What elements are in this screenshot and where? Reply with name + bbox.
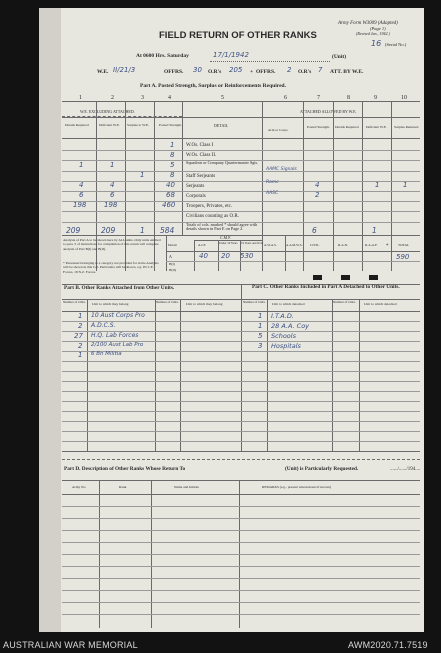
head-deficient-2: Deficient W.E. [366,125,387,129]
head-posted-strength-2: Posted Strength. [307,125,330,129]
blacked-box [369,275,378,280]
attached-allowed: ATTACHED ALLOWED BY W.E. [300,109,357,114]
col-number-3: 3 [141,95,144,101]
row6-posted: 68 [166,191,175,199]
detail-staff-serjeants: Staff Serjeants [186,174,216,179]
row5-arm: Ramc [266,180,279,185]
analysis-row-a: A [169,254,172,259]
row5-c7: 4 [315,181,320,189]
part-d-title-a: Part D. Description of Other Ranks Whose Return To [64,466,186,472]
part-b-u4: 2/100 Aust Lab Pro [91,342,144,348]
offrs2-value: 2 [287,66,292,74]
head-details-required-2: Details Required [335,125,359,129]
part-d-head-name: Name and Initials [174,485,199,489]
part-b-n4: 2 [78,342,83,350]
analysis-head-star: * [386,244,389,249]
serial-label: (Serial No.) [385,42,407,47]
binding-strip [39,8,61,632]
part-d-title-date: ....../....../194.... [390,467,421,472]
part-c-n2: 1 [258,322,263,330]
detail-corporals: Corporals [186,194,206,199]
head-detail: DETAIL [214,123,229,128]
ors-label: O.R's [208,69,222,75]
row7-c2: 198 [104,201,118,209]
head-arm-corps: Arm or Corps. [268,128,289,132]
analysis-head-total: TOTAL [398,243,410,247]
col-number-10: 10 [401,95,407,101]
analysis-note-2: * Personnel belonging to a category not provided for in the Analysis will be shown in this Col. Particulars will be shown, e.g. IN C.E. Forces, 18 N.Z. Forces. [63,261,159,274]
serial-value: 16 [371,39,382,48]
form-id-line1: Army Form W3009 (Adapted) [338,21,398,26]
head-details-required: Details Required [65,123,89,127]
we-label: W.E. [97,69,109,75]
part-b-n3: 27 [74,332,83,340]
ors2-value: 7 [318,66,323,74]
row3-c1: 1 [79,161,84,169]
part-d-head-remarks: REMARKS (e.g., present whereabouts if known) [262,485,332,489]
total-c7: 6 [312,226,317,235]
offrs-value: 30 [193,66,202,74]
row4-arm: AAMC Signals [266,167,297,172]
col-number-9: 9 [374,95,377,101]
analysis-head-awas: A.W.A.S. [264,243,277,247]
totals-label: Totals of cols. marked * should agree with details shown in Part E on Page 2. [186,222,258,232]
part-d-head-army-no: Army No. [72,485,87,489]
head-deficient: Deficient W.E. [99,123,120,127]
analysis-note: Analysis of Part A to be shown here by ALL units. Only units entitled to para. 5 of instructions for compilation of this return will complete analysis of Part B(I) and B(II). [63,238,161,251]
analysis-aif: 40 [199,252,208,260]
analysis-head-aif: A.I.F. [198,243,206,247]
analysis-head-ran: R.A.N. [338,243,349,247]
row1-posted: 1 [170,141,175,149]
blacked-box [341,275,350,280]
cmf-label: C.M.F. [220,235,232,240]
part-c-n3: 5 [258,332,263,340]
unit-label: (Unit) [332,54,347,60]
row6-c7: 2 [315,191,320,199]
offrs-label: OFFRS. [164,69,184,75]
row6-c1: 6 [79,191,84,199]
total-c3: 1 [140,226,145,235]
we-excluding-attached: W.E. EXCLUDING ATTACHED. [80,109,135,114]
head-posted-strength: Posted Strength. [159,123,182,127]
part-c-u2: 28 A.A. Coy [271,322,310,330]
row5-c10: 1 [403,181,408,189]
part-c-n1: 1 [258,312,263,320]
part-c-col-unit: Unit to which detached [272,302,305,306]
row3-posted: 5 [170,161,175,169]
blacked-box [313,275,322,280]
row5-c2: 4 [110,181,115,189]
part-c-u4: Hospitals [271,342,301,350]
footer-institution: AUSTRALIAN WAR MEMORIAL [3,640,138,650]
analysis-head-raaf: R.A.A.F. [365,243,378,247]
analysis-total: 590 [396,253,410,261]
total-c9: 1 [372,226,377,235]
analysis-head-detail: Detail [168,243,177,247]
row6-c2: 6 [110,191,115,199]
part-c-col-number: Number of O.Rs. [243,300,266,304]
part-b-n1: 1 [78,312,83,320]
part-c-u1: I.T.A.D. [271,312,294,320]
detail-wo2: W.Os. Class II. [186,153,217,158]
part-c-col-unit-2: Unit to which detached [364,302,397,306]
form-id-line3: (Revised Jan., 1942.) [356,31,390,36]
part-c-n4: 3 [258,342,263,350]
total-c2: 209 [101,226,116,235]
col-number-4: 4 [168,95,171,101]
analysis-under19: 20 [221,252,230,260]
analysis-head-under19: Under 19 Years [219,241,238,245]
analysis-row-b1: B(I) [169,262,175,266]
form-title: FIELD RETURN OF OTHER RANKS [159,30,317,41]
analysis-head-civil: CIVIL [310,243,320,247]
part-b-col-unit-2: Unit to which they belong [186,302,223,306]
part-b-n5: 1 [78,351,83,359]
part-b-u3: H.Q. Lab Forces [91,332,139,339]
detail-civilians: Civilians counting as O.R. [186,214,239,219]
total-c4: 584 [160,226,175,235]
form-id-line2: (Page 1) [370,26,386,31]
detail-serjeants: Serjeants [186,184,205,189]
analysis-head-over19: 19 Years and Over [241,241,264,245]
row4-c3: 1 [140,171,145,179]
row4-posted: 8 [170,171,175,179]
row5-posted: 40 [166,181,175,189]
col-number-2: 2 [111,95,114,101]
detail-wo1: W.Os. Class I [186,143,214,148]
row6-arm: AASC [266,191,279,196]
detail-troopers: Troopers, Privates, etc. [186,204,233,209]
part-a-title: Part A. Posted Strength, Surplus or Reinforcements Required. [140,83,286,89]
ors-value: 205 [229,66,243,74]
row5-c9: 1 [375,181,380,189]
part-b-col-unit: Unit to which they belong [92,302,129,306]
part-b-u5: 6 Bn Militia [91,351,122,357]
row5-c1: 4 [79,181,84,189]
part-c-u3: Schools [271,332,296,340]
col-number-7: 7 [317,95,320,101]
analysis-over19: 530 [240,252,254,260]
row7-c1: 198 [73,201,87,209]
part-b-u2: A.D.C.S. [91,322,116,329]
att-label: ATT. BY W.E. [330,69,364,75]
analysis-row-b2: B(II) [169,268,176,272]
footer-accession: AWM2020.71.7519 [348,640,428,650]
col-number-6: 6 [284,95,287,101]
part-d-head-rank: Rank [119,485,127,489]
head-surplus-returned: Surplus Returned [394,125,419,129]
part-c-col-number-2: Number of O.Rs. [333,300,356,304]
at-date: 17/1/1942 [213,51,249,59]
offrs2-label: OFFRS. [256,69,276,75]
ors2-label: O.R's [298,69,312,75]
col-number-8: 8 [347,95,350,101]
at-prefix: At 0600 Hrs. Saturday [136,53,189,59]
we-value: II/21/3 [113,66,136,74]
analysis-head-aamws: A.A.M.W.S. [286,243,303,247]
part-b-n2: 2 [78,322,83,330]
part-b-title: Part B. Other Ranks Attached from Other Units. [64,285,175,291]
col-number-5: 5 [221,95,224,101]
row2-posted: 8 [170,151,175,159]
part-b-col-number-2: Number of O.Rs. [156,300,179,304]
col-number-1: 1 [79,95,82,101]
total-c1: 209 [66,226,81,235]
row7-posted: 460 [162,201,176,209]
part-b-col-number: Number of O.Rs. [63,300,86,304]
part-b-u1: 10 Aust Corps Pro [91,312,145,319]
detail-qm-sgts: Squadron or Company Quartermaster Sgts. [186,160,259,165]
row3-c2: 1 [110,161,115,169]
part-d-title-b: (Unit) is Particularly Requested. [285,466,359,472]
part-c-title: Part C. Other Ranks Included in Part A Detached to Other Units. [252,284,400,290]
head-surplus: Surplus to W.E. [127,123,149,127]
